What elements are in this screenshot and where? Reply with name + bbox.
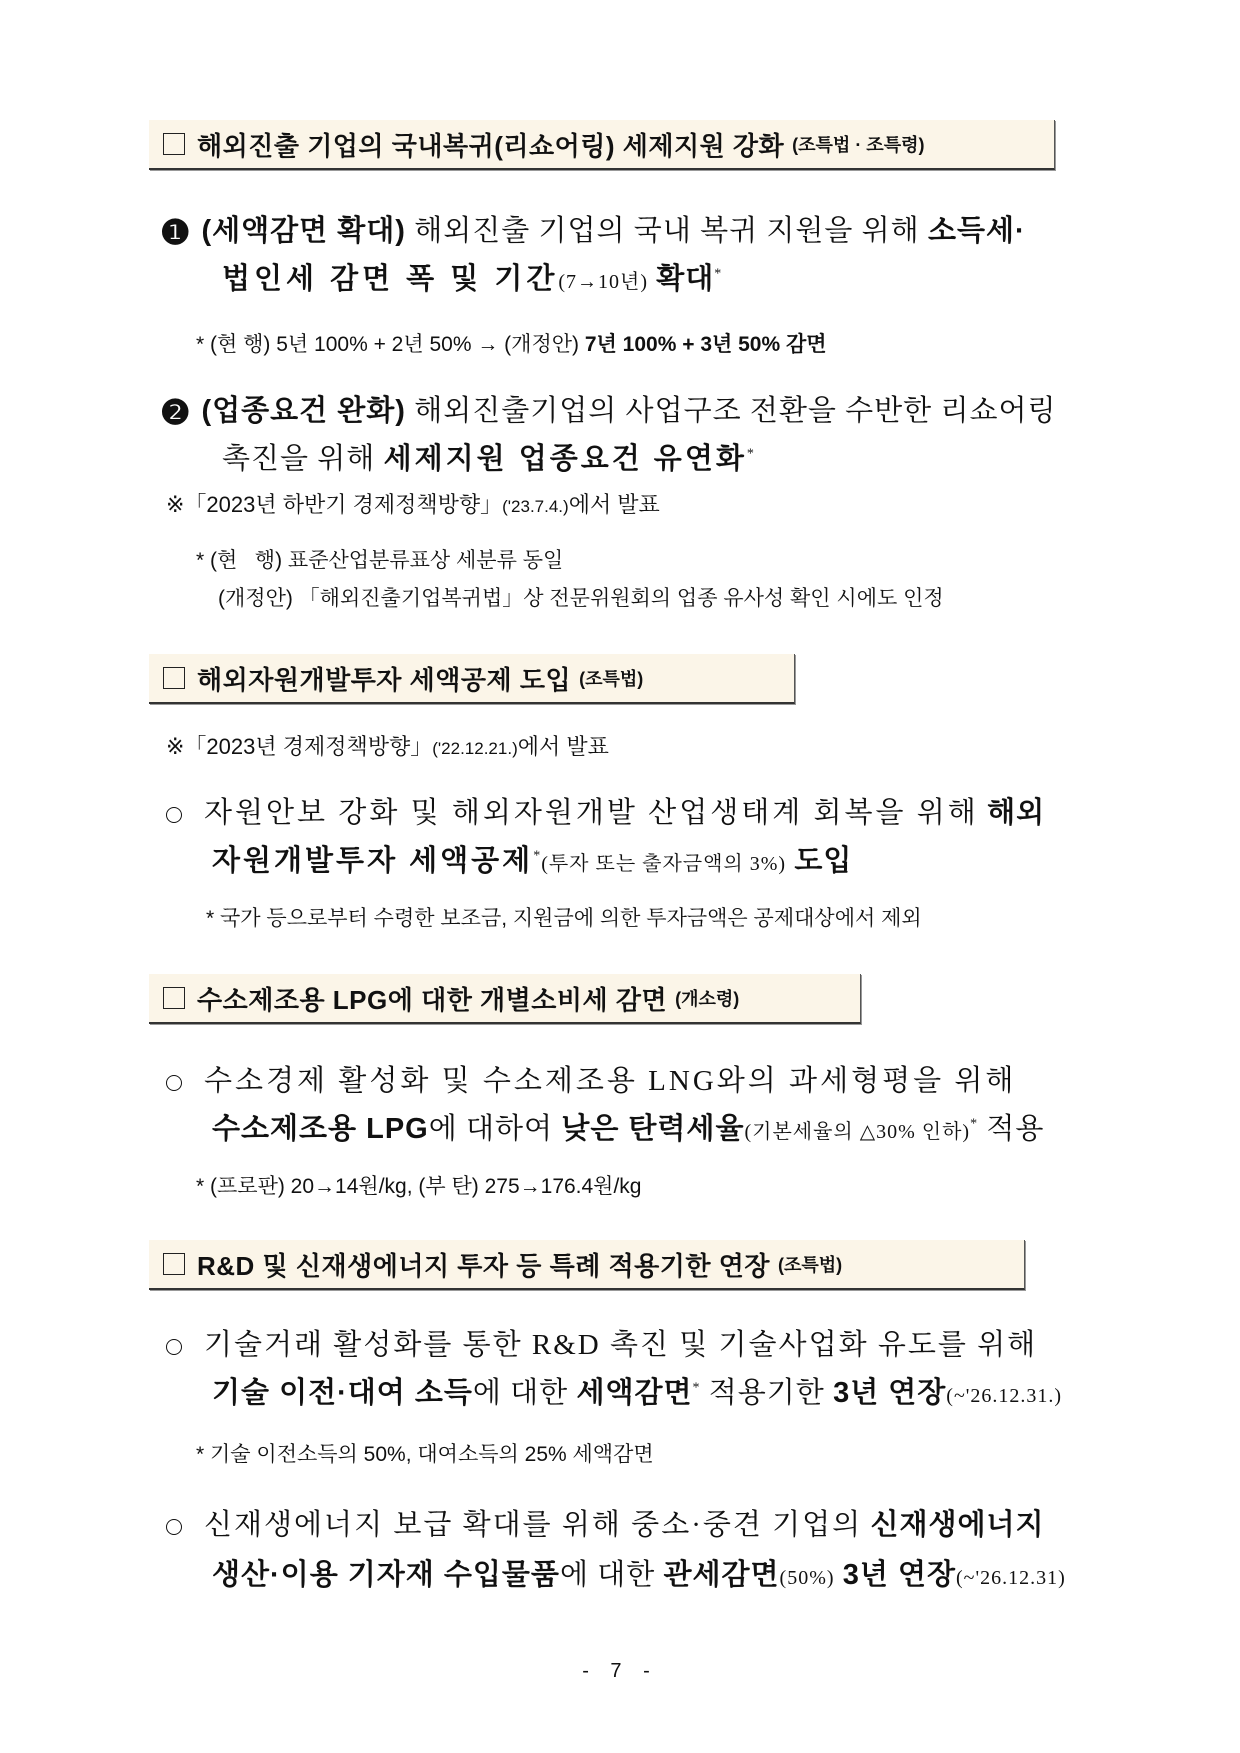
footnote-text: (개정안) 「해외진출기업복귀법」상 전문위원회의 업종 유사성 확인 시에도 인정 [218, 587, 944, 610]
item-bold-text: 확대 [656, 263, 715, 295]
footnote-text: * (프로판) 20→14원/kg, (부 탄) 275→176.4원/kg [196, 1175, 642, 1198]
item-text: 수소경제 활성화 및 수소제조용 LNG와의 과세형평을 위해 [204, 1065, 1017, 1097]
footnote-text: * (현 행) 5년 100% + 2년 50% → (개정안) [196, 333, 580, 356]
section-4-bullet-2-line-1 [166, 1502, 1045, 1543]
item-text: 적용 [986, 1113, 1045, 1145]
item-2-footnote-1 [196, 544, 563, 574]
section-3-footnote [196, 1170, 642, 1200]
footnote-bold-text: 7년 100% + 3년 50% 감면 [584, 333, 827, 356]
item-bold-text: 3년 연장 [833, 1377, 947, 1409]
circle-bullet-icon [166, 807, 182, 823]
section-4-bullet-2-line-2 [212, 1552, 1066, 1593]
item-bold-text: 도입 [794, 845, 853, 877]
item-bold-text: 기술 이전·대여 소득 [212, 1377, 473, 1409]
page-number: - 7 - [582, 1660, 658, 1682]
item-bold-text: 생산·이용 기자재 수입물품 [212, 1559, 560, 1591]
item-text: 에 대하여 [428, 1113, 554, 1145]
item-1-line-2 [222, 256, 722, 297]
section-3-bullet-line-2 [212, 1106, 1044, 1147]
item-small-text: (기본세율의 △30% 인하) [744, 1121, 971, 1143]
section-title: 수소제조용 LPG에 대한 개별소비세 감면 [197, 984, 668, 1015]
item-small-text: (투자 또는 출자금액의 3%) [541, 853, 787, 875]
item-text: 해외진출기업의 사업구조 전환을 수반한 리쇼어링 [414, 395, 1057, 427]
item-bold-text: 법인세 감면 폭 및 기간 [222, 263, 559, 295]
item-text: 촉진을 위해 [222, 443, 376, 475]
item-bold-text: 자원개발투자 세액공제 [212, 845, 534, 877]
item-bold-text: 소득세· [927, 215, 1026, 247]
section-2-footnote [206, 902, 922, 932]
item-bold-text: 수소제조용 LPG [212, 1113, 429, 1145]
circle-bullet-icon [166, 1339, 182, 1355]
footnote-marker: * [746, 446, 755, 462]
law-reference: (조특법 · 조특령) [792, 135, 925, 155]
checkbox-square-icon [163, 667, 185, 689]
footnote-marker: * [714, 266, 723, 282]
item-2-reference [166, 488, 660, 519]
item-text: 에 대한 [472, 1377, 569, 1409]
footnote-text: * 기술 이전소득의 50%, 대여소득의 25% 세액감면 [196, 1443, 654, 1466]
item-text: 적용기한 [708, 1377, 825, 1409]
law-reference: (개소령) [675, 989, 740, 1009]
footnote-marker: * [692, 1380, 701, 1396]
section-2-reference [166, 730, 609, 761]
item-text: 에 대한 [559, 1559, 656, 1591]
section-title: R&D 및 신재생에너지 투자 등 특례 적용기한 연장 [197, 1250, 770, 1281]
reference-suffix: 에서 발표 [568, 492, 660, 517]
item-bold-text: 3년 연장 [842, 1559, 957, 1591]
item-1-footnote [196, 328, 827, 358]
section-header-resource-investment [149, 654, 795, 704]
item-bold-text: 세액감면 [576, 1377, 693, 1409]
item-bold-text: 해외 [987, 797, 1046, 829]
item-text: 해외진출 기업의 국내 복귀 지원을 위해 [414, 215, 920, 247]
reference-text: ※「2023년 경제정책방향」 [166, 734, 433, 759]
section-2-bullet-line-2 [212, 838, 852, 879]
item-2-footnote-2 [218, 582, 944, 612]
item-2-line-1 [160, 388, 1057, 433]
item-bold-text: 낮은 탄력세율 [561, 1113, 745, 1145]
section-header-reshoring [149, 120, 1055, 170]
item-text: 기술거래 활성화를 통한 R&D 촉진 및 기술사업화 유도를 위해 [204, 1329, 1038, 1361]
reference-date: ('22.12.21.) [432, 739, 518, 758]
number-1-icon: ❶ [160, 214, 192, 253]
section-2-bullet-line-1 [166, 790, 1045, 831]
footnote-marker: * [970, 1116, 979, 1132]
reference-date: ('23.7.4.) [502, 497, 569, 516]
law-reference: (조특법) [579, 669, 644, 689]
section-4-bullet-1-line-2 [212, 1370, 1062, 1411]
section-4-bullet-1-line-1 [166, 1322, 1037, 1363]
item-bold-text: 관세감면 [663, 1559, 780, 1591]
item-small-text: (50%) [779, 1567, 835, 1589]
item-label: (세액감면 확대) [201, 215, 406, 247]
law-reference: (조특법) [777, 1255, 843, 1275]
footnote-text: * 국가 등으로부터 수령한 보조금, 지원금에 의한 투자금액은 공제대상에서 제외 [206, 907, 922, 930]
checkbox-square-icon [163, 987, 185, 1009]
item-small-text: (7→10년) [558, 271, 648, 293]
section-4-bullet-1-footnote [196, 1438, 654, 1468]
footnote-text: * (현 행) 표준산업분류표상 세분류 동일 [196, 549, 564, 572]
circle-bullet-icon [166, 1075, 182, 1091]
reference-suffix: 에서 발표 [517, 734, 609, 759]
number-2-icon: ❷ [160, 394, 192, 433]
item-text: 자원안보 강화 및 해외자원개발 산업생태계 회복을 위해 [204, 797, 979, 829]
reference-text: ※「2023년 하반기 경제정책방향」 [166, 492, 503, 517]
section-header-rnd-renewable [149, 1240, 1025, 1290]
section-header-lpg-tax [149, 974, 861, 1024]
checkbox-square-icon [163, 1253, 185, 1275]
footnote-marker: * [533, 848, 542, 864]
item-small-text: (~'26.12.31) [956, 1567, 1066, 1589]
item-small-text: (~'26.12.31.) [946, 1385, 1063, 1407]
item-bold-text: 신재생에너지 [870, 1509, 1045, 1541]
section-title: 해외진출 기업의 국내복귀(리쇼어링) 세제지원 강화 [197, 130, 785, 161]
item-text: 신재생에너지 보급 확대를 위해 중소·중견 기업의 [204, 1509, 863, 1541]
section-title: 해외자원개발투자 세액공제 도입 [197, 664, 572, 695]
item-2-line-2 [222, 436, 755, 477]
circle-bullet-icon [166, 1519, 182, 1535]
item-1-line-1 [160, 208, 1026, 253]
section-3-bullet-line-1 [166, 1058, 1016, 1099]
checkbox-square-icon [163, 133, 185, 155]
item-label: (업종요건 완화) [201, 395, 406, 427]
item-bold-text: 세제지원 업종요건 유연화 [383, 443, 747, 475]
